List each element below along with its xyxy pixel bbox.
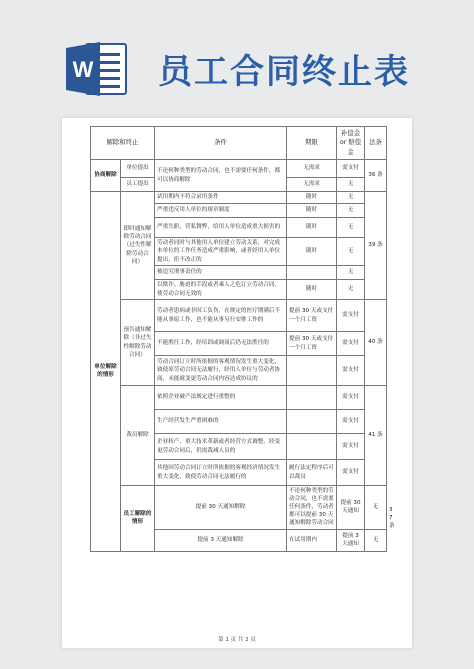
pay-cell: 无: [337, 238, 365, 266]
law-cell: 39 条: [365, 192, 387, 300]
table-row: [91, 192, 387, 204]
term-cell: [287, 434, 337, 460]
pay-cell: 需支付: [337, 356, 365, 386]
condition-cell: 劳动合同订立时所依据的客观情况发生重大变化，致使原劳动合同无法履行，经用人单位与劳动者协商，未能就变更劳动合同内容达成协议的: [155, 356, 287, 386]
pay-cell: 无: [365, 486, 387, 530]
group-cell: 协商解除: [91, 160, 121, 192]
term-cell: 提前 30 天通知: [337, 486, 365, 530]
sub-cell: 即时通知解除劳动合同（过失性解除劳动合同）: [121, 192, 155, 300]
condition-cell: 企业转产、重大技术革新或者经营方式调整，经变更劳动合同后，仍需裁减人员的: [155, 434, 287, 460]
term-cell: 随时: [287, 218, 337, 238]
table-row: [91, 160, 387, 178]
term-cell: 履行法定程序后可以裁员: [287, 460, 337, 486]
termination-table: [90, 126, 395, 552]
pay-cell: 无: [337, 218, 365, 238]
table-header-row: [91, 127, 387, 160]
condition-cell: 生产经营发生严重困难的: [155, 410, 287, 434]
term-cell: [287, 356, 337, 386]
pay-cell: 无: [337, 192, 365, 204]
condition-cell: 不论何种类型的劳动合同，也不需要任何条件，劳动者都可以提前 30 天通知解除劳动合同: [287, 486, 337, 530]
term-cell: 无需求: [287, 160, 337, 178]
sub-cell: 员工提出: [121, 178, 155, 192]
term-cell: [287, 266, 337, 280]
header-law: 法条: [365, 127, 387, 160]
law-cell: 40 条: [365, 300, 387, 386]
condition-cell: 被追究刑事责任的: [155, 266, 287, 280]
pay-cell: 无: [337, 266, 365, 280]
law-cell: 41 条: [365, 386, 387, 486]
sub-cell: 单位提出: [121, 160, 155, 178]
term-cell: 提前 30 天或支付一个月工资: [287, 332, 337, 356]
header: [0, 0, 474, 118]
term-cell: 随时: [287, 238, 337, 266]
term-cell: [287, 410, 337, 434]
pay-cell: 无: [337, 204, 365, 218]
header-compensation: 补偿金 or 赔偿金: [337, 127, 365, 160]
condition-cell: 其他因劳动合同订立时所依据的客观经济情况发生重大变化，致使劳动合同无法履行的: [155, 460, 287, 486]
pay-cell: 需支付: [337, 332, 365, 356]
pay-cell: 无: [365, 529, 387, 551]
group-cell: 员工解除的情形: [121, 486, 155, 552]
condition-cell: 劳动者患病或非因工负伤，在规定的医疗期满后不能从事原工作，也不能从事另行安排工作的: [155, 300, 287, 332]
header-term: 期限: [287, 127, 337, 160]
sub-cell: 裁员解除: [121, 386, 155, 486]
law-cell: 36 条: [365, 160, 387, 192]
header-condition: 条件: [155, 127, 287, 160]
condition-cell: 严重失职，营私舞弊，给用人单位造成重大损害的: [155, 218, 287, 238]
pay-cell: 需支付: [337, 160, 365, 178]
pay-cell: 需支付: [337, 434, 365, 460]
term-cell: 提前 3 天通知: [337, 529, 365, 551]
pay-cell: 需支付: [337, 300, 365, 332]
pay-cell: 需支付: [337, 410, 365, 434]
sub-cell: 提前 30 天通知解除: [155, 486, 287, 530]
condition-cell: 试用期内不符合录用条件: [155, 192, 287, 204]
term-cell: 随时: [287, 280, 337, 300]
page-number: 第 1 页 共 2 页: [218, 637, 256, 643]
table-row: [91, 300, 387, 332]
document-page: [62, 118, 412, 648]
table-row: 员工解除的情形 提前 30 天通知解除 不论何种类型的劳动合同，也不需要任何条件，劳动者都可以提前 30 天通知解除劳动合同 提前 30 天通知 无 37 条: [91, 486, 387, 530]
condition-cell: 不能胜任工作，经培训或调岗后仍无法胜任的: [155, 332, 287, 356]
condition-cell: 以欺诈、胁迫的手段或者乘人之危订立劳动合同，使劳动合同无效的: [155, 280, 287, 300]
group-cell: 单位解除的情形: [91, 192, 121, 552]
condition-cell: 严重违反用人单位的规章制度: [155, 204, 287, 218]
condition-cell: 劳动者同时与其他用人单位建立劳动关系，对完成本单位的工作任务造成严重影响，或者经用人单位提出，拒不改正的: [155, 238, 287, 266]
sub-cell: 预告通知解除（非过失性解除劳动合同）: [121, 300, 155, 386]
condition-cell: 在试用期内: [287, 529, 337, 551]
term-cell: [287, 386, 337, 410]
word-icon: [66, 40, 128, 98]
word-icon-letter: W: [72, 57, 94, 82]
term-cell: 提前 30 天或支付一个月工资: [287, 300, 337, 332]
pay-cell: 需支付: [337, 460, 365, 486]
pay-cell: 需支付: [337, 386, 365, 410]
page-title: 员工合同终止表: [158, 52, 410, 92]
header-termination: 解除和终止: [91, 127, 155, 160]
table-row: [91, 386, 387, 410]
condition-cell: 不论何种类型的劳动合同，也不需要任何条件，都可以协商解除: [155, 160, 287, 192]
condition-cell: 依照企业破产法规定进行重整的: [155, 386, 287, 410]
sub-cell: 提前 3 天通知解除: [155, 529, 287, 551]
term-cell: 随时: [287, 204, 337, 218]
pay-cell: 无: [337, 280, 365, 300]
term-cell: 随时: [287, 192, 337, 204]
term-cell: 无需求: [287, 178, 337, 192]
pay-cell: 无: [337, 178, 365, 192]
